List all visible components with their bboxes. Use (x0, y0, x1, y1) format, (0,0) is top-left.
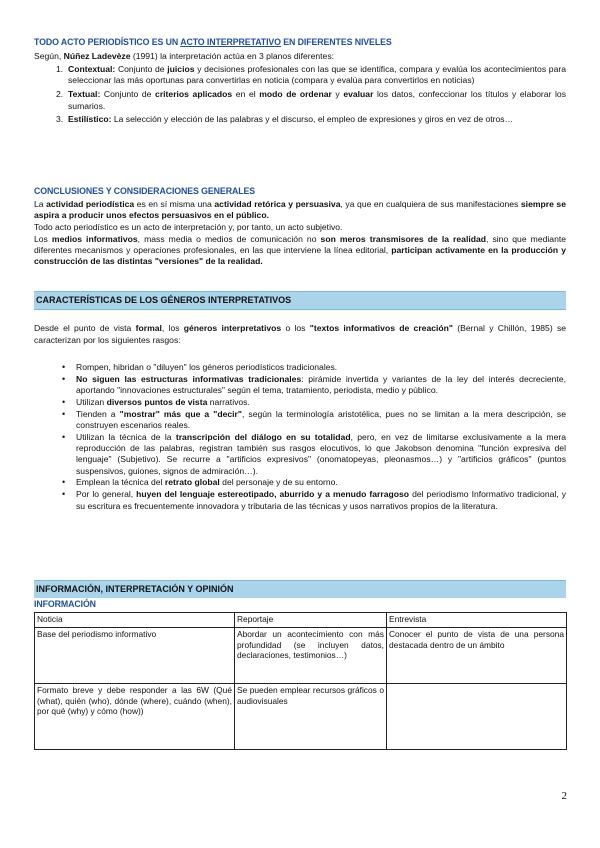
bullet: • (62, 477, 66, 488)
bullet: • (62, 489, 66, 500)
list-item: 1. Contextual: Conjunto de juicios y decisiones profesionales con las que se identifica, compara y evalúa los acontecimientos para seleccionar las más oportunas para convertirlas en noticia (compara y evalúa para convertirlos en noticias) (56, 64, 566, 86)
column-header: Reportaje (235, 613, 387, 628)
section-band-caracteristicas: CARACTERÍSTICAS DE LOS GÉNEROS INTERPRETATIVOS (34, 291, 566, 310)
column-header: Entrevista (387, 613, 567, 628)
list-item: • Por lo general, huyen del lenguaje estereotipado, aburrido y a menudo farragoso del periodismo Informativo tradicional, y su escritura es frecuentemente innovadora y tributaria de las técnicas y usos narrativos propios de la literatura. (62, 489, 566, 511)
rasgos-list (34, 362, 566, 512)
table-header-row (35, 613, 567, 628)
caracteristicas-intro: Desde el punto de vista formal, los géneros interpretativos o los "textos informativos de creación" (Bernal y Chillón, 1985) se caracterizan por los siguientes rasgos: (34, 323, 567, 345)
bullet: • (62, 373, 66, 384)
list-item: • Emplean la técnica del retrato global del personaje y de su entorno. (62, 477, 338, 488)
table-cell: Conocer el punto de vista de una persona destacada dentro de un ámbito (387, 628, 567, 684)
table-cell (387, 684, 567, 750)
table-cell: Abordar un acontecimiento con más profundidad (se incluyen datos, declaraciones, testimonios…) (235, 628, 387, 684)
table-cell: Se pueden emplear recursos gráficos o audiovisuales (235, 684, 387, 750)
paragraph: La actividad periodística es en sí misma una actividad retórica y persuasiva, ya que en cualquiera de sus manifestaciones siempre se aspira a producir unos efectos persuasivos en el público. (34, 199, 566, 220)
list-item: • No siguen las estructuras informativas tradicionales: pirámide invertida y variantes de la ley del interés decreciente, aportando "innovaciones estructurales" según el tema, tratamiento, periodista, medio y público. (62, 373, 566, 396)
subsection-title-informacion: INFORMACIÓN (34, 598, 564, 610)
bullet: • (62, 396, 66, 407)
list-item: • Rompen, hibridan o "diluyen" los géneros periodísticos tradicionales. (62, 362, 338, 372)
bullet: • (62, 408, 66, 419)
acto-interpretativo-link: ACTO INTERPRETATIVO (180, 37, 281, 47)
bullet: • (62, 362, 66, 372)
section-title-conclusiones: CONCLUSIONES Y CONSIDERACIONES GENERALES (34, 186, 256, 196)
generos-table (34, 612, 567, 750)
list-item: • Tienden a "mostrar" más que a "decir", según la terminología aristotélica, pues no se limitan a la mera descripción, se construyen escenarios reales. (62, 408, 567, 430)
list-item: • Utilizan diversos puntos de vista narrativos. (62, 396, 250, 407)
list-item: 3. Estilístico: La selección y elección de las palabras y el discurso, el empleo de expresiones y giros en vez de otros… (56, 113, 514, 124)
list-item: • Utilizan la técnica de la transcripción del diálogo en su totalidad, pero, en vez de limitarse exclusivamente a la mera reproducción de las palabras, registran también sus rasgos elocutivos, lo que Jakobson denomina "función expresiva del lenguaje" (Subjetivo). Se recurre a "artificios expresivos" (onomatopeyas, pleonasmos…) y "artificios gráficos" (puntos suspensivos, guiones, signos de admiración…). (62, 431, 566, 476)
column-header: Noticia (35, 613, 235, 628)
list-item: 2. Textual: Conjunto de criterios aplicados en el modo de ordenar y evaluar los datos, confeccionar los títulos y elaborar los sumarios. (56, 89, 567, 111)
planes-list (34, 64, 566, 125)
paragraph: Los medios informativos, mass media o medios de comunicación no son meros transmisores de la realidad, sino que mediante diferentes mecanismos y operaciones profesionales, en las que interviene la línea editorial, participan activamente en la producción y construcción de las distintas "versiones" de la realidad. (34, 234, 567, 266)
table-cell: Formato breve y debe responder a las 6W (Qué (what), quién (who), dónde (where), cuándo (when), por qué (why) y cómo (how)) (35, 684, 235, 750)
bullet: • (62, 431, 66, 442)
section-band-informacion: INFORMACIÓN, INTERPRETACIÓN Y OPINIÓN (34, 580, 566, 598)
paragraph: Todo acto periodístico es un acto de interpretación y, por tanto, un acto subjetivo. (34, 222, 343, 232)
table-row (35, 684, 567, 750)
table-row (35, 628, 567, 684)
intro-paragraph: Según, Núñez Ladevèze (1991) la interpretación actúa en 3 planos diferentes: (34, 51, 335, 61)
section-title-acto-interpretativo: TODO ACTO PERIODÍSTICO ES UN ACTO INTERPRETATIVO EN DIFERENTES NIVELES (34, 37, 392, 47)
page-number: 2 (561, 790, 567, 802)
table-cell: Base del periodismo informativo (35, 628, 235, 684)
conclusiones-body (34, 199, 566, 267)
